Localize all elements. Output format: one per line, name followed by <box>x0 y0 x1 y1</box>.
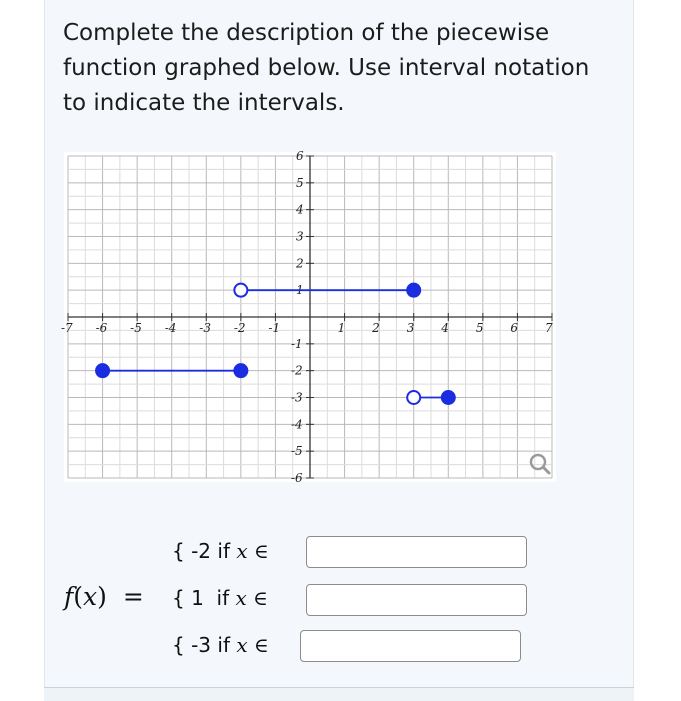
piece-brace: { <box>172 539 185 563</box>
segment-3-open-start-point <box>407 391 420 404</box>
piece-row-1 <box>172 539 269 563</box>
segment-2-closed-end-point <box>407 284 420 297</box>
y-tick-label: -6 <box>291 471 303 485</box>
y-tick-label: 4 <box>296 202 304 217</box>
piece-value: 1 <box>191 586 204 610</box>
axes <box>68 156 552 478</box>
x-tick-label: -6 <box>95 321 108 335</box>
x-tick-label: 2 <box>372 321 380 335</box>
segment-1-closed-end-point <box>234 364 247 377</box>
segment-2-open-start-point <box>234 284 247 297</box>
function-label: f(x) = <box>64 582 144 611</box>
element-of-symbol: ∈ <box>254 633 269 657</box>
magnifier-icon[interactable] <box>531 455 549 473</box>
prompt-line-3: to indicate the intervals. <box>63 90 345 116</box>
graph <box>61 149 556 485</box>
x-tick-label: 6 <box>510 321 519 335</box>
piece-variable: x <box>235 586 247 610</box>
piece-if: if <box>217 633 231 657</box>
function-variable: x <box>83 582 98 611</box>
x-tick-label: 1 <box>337 321 346 335</box>
piece-if: if <box>217 539 231 563</box>
x-tick-label: -1 <box>268 321 281 335</box>
x-tick-label: -5 <box>130 321 142 335</box>
prompt-line-2: function graphed below. Use interval notation <box>63 55 590 81</box>
y-tick-label: -4 <box>291 417 303 432</box>
y-tick-label: 2 <box>296 256 304 271</box>
x-tick-label: 7 <box>545 321 553 335</box>
element-of-symbol: ∈ <box>253 586 268 610</box>
y-tick-label: 1 <box>296 283 304 298</box>
piece-brace: { <box>172 633 185 657</box>
y-tick-label: -3 <box>291 390 303 405</box>
segment-3-closed-end-point <box>442 391 455 404</box>
x-tick-label: -2 <box>233 321 246 335</box>
segment-1-closed-start-point <box>96 364 109 377</box>
piece-value: -3 <box>191 633 212 657</box>
y-tick-label: -5 <box>291 444 303 459</box>
piece-brace: { <box>172 586 185 610</box>
piece-row-2 <box>172 586 268 610</box>
x-tick-label: -3 <box>199 321 211 335</box>
x-tick-label: 4 <box>441 321 449 335</box>
graph-canvas <box>61 149 556 485</box>
piece-value: -2 <box>191 539 212 563</box>
interval-input-2[interactable] <box>306 584 527 616</box>
y-tick-label: 5 <box>296 175 304 190</box>
y-tick-label: 6 <box>296 149 304 163</box>
y-tick-label: -2 <box>291 363 303 378</box>
prompt-line-1: Complete the description of the piecewise <box>63 20 550 46</box>
piece-row-3 <box>172 633 269 657</box>
piece-variable: x <box>236 539 248 563</box>
element-of-symbol: ∈ <box>254 539 269 563</box>
interval-input-1[interactable] <box>306 536 527 568</box>
x-tick-label: -4 <box>164 321 177 335</box>
card-footer <box>44 687 634 701</box>
piece-variable: x <box>236 633 248 657</box>
question-prompt <box>63 16 608 121</box>
function-name: f <box>64 582 74 611</box>
x-tick-label: -7 <box>61 321 73 335</box>
y-tick-label: -1 <box>291 336 303 351</box>
y-tick-label: 3 <box>296 229 304 244</box>
equals-sign: = <box>122 582 144 611</box>
x-tick-label: 3 <box>406 321 415 335</box>
piece-if: if <box>216 586 230 610</box>
x-tick-label: 5 <box>475 321 484 335</box>
interval-input-3[interactable] <box>300 630 521 662</box>
